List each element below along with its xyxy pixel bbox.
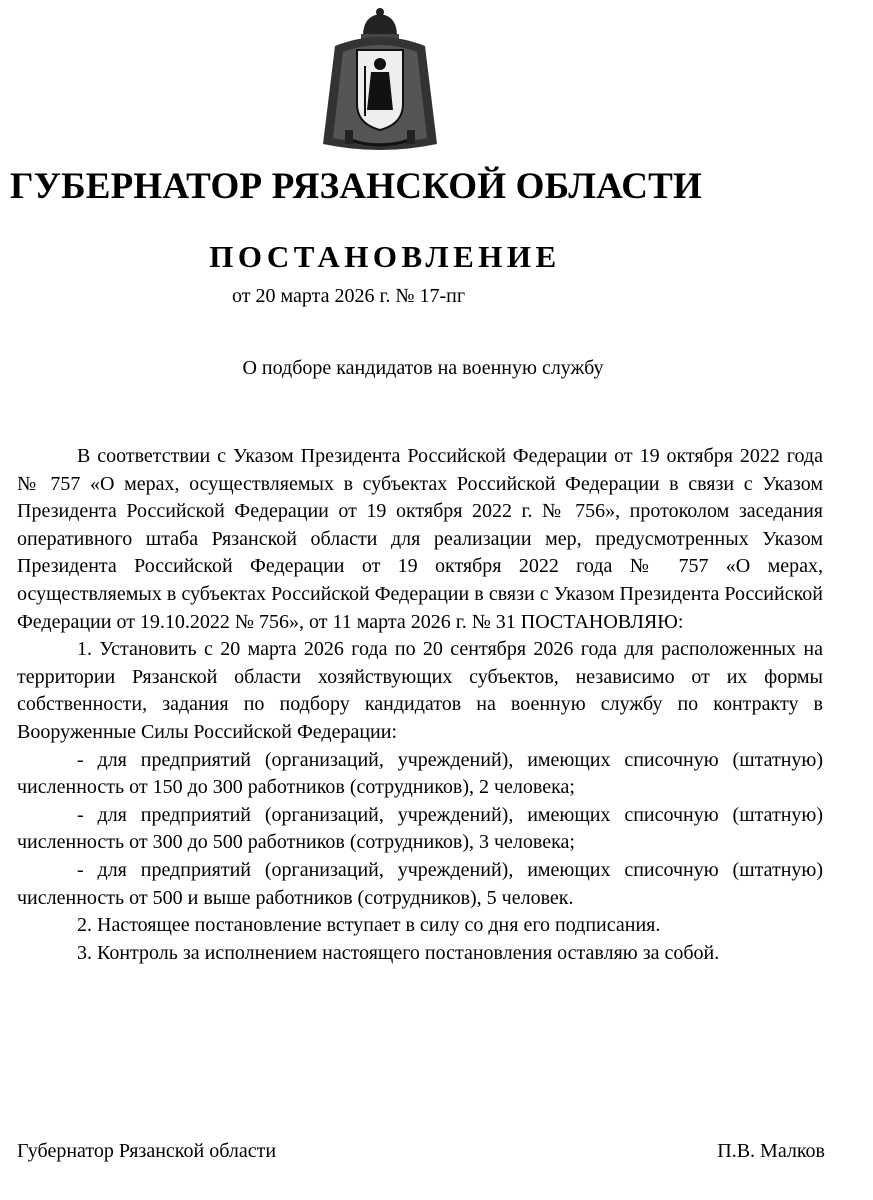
authority-title: ГУБЕРНАТОР РЯЗАНСКОЙ ОБЛАСТИ <box>10 166 702 207</box>
item-1-sub-3: - для предприятий (организаций, учреждений), имеющих списочную (штатную) численность от 500 и выше работников (сотрудников), 5 человек. <box>17 858 823 909</box>
document-type: ПОСТАНОВЛЕНИЕ <box>209 239 561 274</box>
signature-title: Губернатор Рязанской области <box>17 1140 277 1162</box>
item-1-sub-1: - для предприятий (организаций, учреждений), имеющих списочную (штатную) численность от 150 до 300 работников (сотрудников), 2 человека; <box>17 748 823 799</box>
document-body <box>17 443 823 967</box>
preamble-paragraph: В соответствии с Указом Президента Российской Федерации от 19 октября 2022 года № 757 «О мерах, осуществляемых в субъектах Российской Федерации в связи с Указом Президента Российской Федерации от 19 октября 2022 г. № 756», протоколом заседания оперативного штаба Рязанской области для реализации мер, предусмотренных Указом Президента Российской Федерации от 19 октября 2022 года № 757 «О мерах, осуществляемых в субъектах Российской Федерации в связи с Указом Президента Российской Федерации от 19.10.2022 № 756», от 11 марта 2026 г. № 31 ПОСТАНОВЛЯЮ: <box>17 445 823 633</box>
signature-name: П.В. Малков <box>717 1140 825 1162</box>
document-subject: О подборе кандидатов на военную службу <box>242 357 604 379</box>
document-date-number: от 20 марта 2026 г. № 17-пг <box>232 285 466 307</box>
coat-of-arms-emblem <box>315 6 445 156</box>
item-1-sub-2: - для предприятий (организаций, учреждений), имеющих списочную (штатную) численность от 300 до 500 работников (сотрудников), 3 человека; <box>17 803 823 854</box>
item-3-paragraph: 3. Контроль за исполнением настоящего постановления оставляю за собой. <box>77 941 720 964</box>
item-2-paragraph: 2. Настоящее постановление вступает в силу со дня его подписания. <box>77 914 661 937</box>
item-1-paragraph: 1. Установить с 20 марта 2026 года по 20 сентября 2026 года для расположенных на территории Рязанской области хозяйствующих субъектов, независимо от их формы собственности, задания по подбору кандидатов на военную службу по контракту в Вооруженные Силы Российской Федерации: <box>17 638 823 743</box>
